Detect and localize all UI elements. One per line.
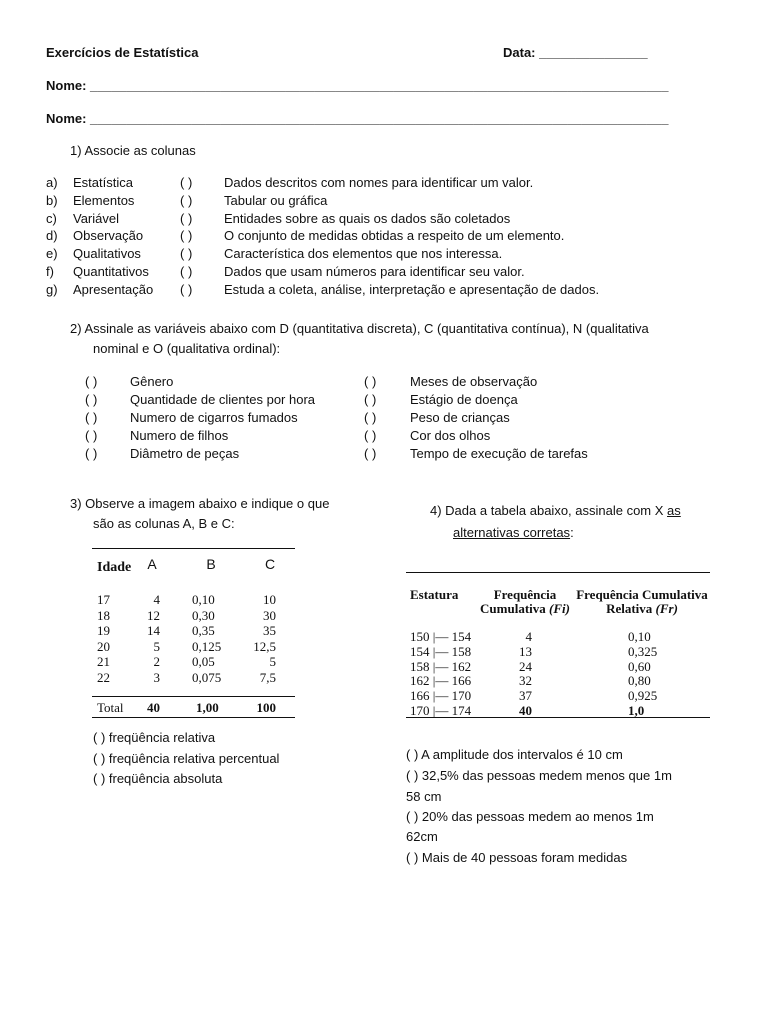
q1-answer-box[interactable]: ( ) (180, 210, 193, 226)
q4-cell-fi: 13 (519, 643, 532, 659)
q2-variable-right: Meses de observação (410, 374, 538, 389)
q3-cell-idade: 19 (97, 623, 110, 639)
q2-answer-box-right[interactable]: ( ) (364, 391, 377, 407)
q4-header-estatura: Estatura (410, 587, 459, 602)
q3-frequency-table (92, 546, 295, 721)
q3-header-c: C (264, 556, 276, 572)
q1-answer-box[interactable]: ( ) (180, 281, 193, 297)
q1-item-term: Variável (73, 210, 120, 226)
q1-item-term: Quantitativos (73, 264, 149, 279)
q3-cell-b: 0,125 (192, 638, 222, 654)
q1-item-term: Elementos (73, 192, 135, 208)
q1-answer-box[interactable]: ( ) (180, 175, 193, 190)
q3-total-a: 40 (147, 700, 160, 715)
q2-answer-box-left[interactable]: ( ) (85, 445, 98, 461)
q2-variable-right: Cor dos olhos (410, 427, 491, 443)
q3-cell-b: 0,05 (192, 654, 215, 670)
q4-option-continuation: 62cm (406, 829, 438, 844)
q3-cell-a: 5 (153, 638, 160, 654)
q3-cell-idade: 22 (97, 670, 110, 685)
q4-cell-fi: 37 (519, 688, 532, 704)
q1-answer-box[interactable]: ( ) (180, 264, 193, 279)
q2-heading-line1: 2) Assinale as variáveis abaixo com D (quantitativa discreta), C (quantitativa contínua), N (qualitativa (70, 321, 649, 336)
q3-total-c: 100 (256, 700, 276, 715)
q3-header-a: A (147, 556, 157, 572)
q4-heading-underlined-2: alternativas corretas (453, 525, 571, 540)
q3-cell-a: 3 (153, 670, 160, 685)
q2-variable-right: Estágio de doença (410, 391, 518, 407)
q4-heading-prefix: 4) Dada a tabela abaixo, assinale com X (430, 503, 668, 518)
q1-item-definition: Tabular ou gráfica (224, 192, 328, 208)
date-field[interactable]: Data: _______________ (503, 45, 648, 60)
q1-answer-box[interactable]: ( ) (180, 246, 193, 262)
q3-cell-b: 0,35 (192, 623, 215, 639)
q4-cell-estatura: 162 |— 166 (410, 673, 472, 689)
q2-heading-line2: nominal e O (qualitativa ordinal): (93, 341, 281, 356)
q1-item-term: Observação (73, 228, 144, 244)
name-field-2[interactable]: Nome: ________________________________________________________________________________ (46, 111, 669, 126)
q2-answer-box-right[interactable]: ( ) (364, 445, 377, 461)
q2-answer-box-left[interactable]: ( ) (85, 391, 98, 407)
q1-item-letter: b) (46, 192, 58, 208)
q1-item-letter: g) (46, 281, 58, 297)
q1-item-term: Apresentação (73, 281, 154, 297)
q3-option[interactable]: ( ) freqüência absoluta (93, 771, 223, 786)
q3-cell-a: 14 (147, 623, 160, 639)
q1-item-definition: Característica dos elementos que nos interessa. (224, 246, 503, 262)
q3-cell-b: 0,075 (192, 670, 222, 685)
q2-variable-right: Tempo de execução de tarefas (410, 445, 588, 461)
q3-heading-line2: são as colunas A, B e C: (93, 516, 235, 531)
q3-header-b: B (206, 556, 216, 572)
q4-cell-estatura: 170 |— 174 (410, 703, 472, 718)
q4-cell-estatura: 158 |— 162 (410, 658, 472, 674)
q3-cell-c: 7,5 (259, 670, 276, 685)
q2-variable-left: Quantidade de clientes por hora (130, 391, 316, 407)
q1-item-definition: Dados descritos com nomes para identificar um valor. (224, 175, 534, 190)
q3-cell-c: 5 (269, 654, 276, 670)
q4-cell-fi: 40 (519, 703, 532, 718)
q4-cell-estatura: 166 |— 170 (410, 688, 472, 704)
q2-variable-left: Numero de filhos (130, 427, 229, 443)
q4-cell-fr: 0,60 (628, 658, 651, 674)
q4-cell-fr: 0,80 (628, 673, 651, 689)
q4-header-fi-2: Cumulativa (Fi) (480, 601, 570, 616)
worksheet-title: Exercícios de Estatística (46, 45, 199, 60)
q4-cell-estatura: 150 |— 154 (410, 629, 472, 644)
q4-option[interactable]: ( ) A amplitude dos intervalos é 10 cm (406, 747, 623, 762)
q1-item-definition: O conjunto de medidas obtidas a respeito de um elemento. (224, 228, 565, 244)
q4-heading-line1 (430, 503, 681, 518)
q1-item-definition: Estuda a coleta, análise, interpretação e apresentação de dados. (224, 281, 600, 297)
q4-heading-line2 (453, 525, 574, 540)
q3-option[interactable]: ( ) freqüência relativa percentual (93, 750, 280, 766)
q2-variable-left: Diâmetro de peças (130, 445, 240, 461)
q3-header-idade: Idade (97, 560, 132, 575)
q4-heading-suffix: : (570, 525, 574, 540)
q2-answer-box-right[interactable]: ( ) (364, 409, 377, 425)
q4-cell-fi: 24 (519, 658, 532, 674)
q3-cell-b: 0,30 (192, 607, 215, 623)
q4-cumulative-table (406, 566, 710, 721)
q4-cell-estatura: 154 |— 158 (410, 643, 472, 659)
q3-cell-c: 30 (263, 607, 276, 623)
q1-item-letter: f) (46, 264, 54, 279)
q3-cell-idade: 21 (97, 654, 110, 670)
q2-answer-box-left[interactable]: ( ) (85, 374, 98, 389)
q3-cell-idade: 20 (97, 638, 110, 654)
q2-answer-box-right[interactable]: ( ) (364, 427, 377, 443)
q1-answer-box[interactable]: ( ) (180, 228, 193, 244)
q3-cell-idade: 18 (97, 607, 110, 623)
q1-item-term: Estatística (73, 175, 133, 190)
q3-cell-idade: 17 (97, 592, 110, 607)
q4-cell-fr: 0,925 (628, 688, 658, 704)
q1-heading: 1) Associe as colunas (70, 143, 196, 158)
q1-answer-box[interactable]: ( ) (180, 192, 193, 208)
q2-variable-right: Peso de crianças (410, 409, 510, 425)
q3-total-b: 1,00 (196, 700, 219, 715)
name-field-1[interactable]: Nome: ________________________________________________________________________________ (46, 78, 669, 93)
q4-header-fr-1: Frequência Cumulativa (576, 587, 708, 602)
q4-heading-underlined-1: as (667, 503, 681, 518)
q4-cell-fr: 1,0 (628, 703, 645, 718)
q3-total-label: Total (97, 700, 124, 715)
q2-variable-left: Gênero (130, 374, 174, 389)
q4-option-continuation: 58 cm (406, 789, 442, 804)
q4-header-fr-2: Relativa (Fr) (606, 601, 678, 616)
q1-item-letter: e) (46, 246, 58, 262)
q4-cell-fi: 4 (525, 629, 532, 644)
q2-variable-left: Numero de cigarros fumados (130, 409, 298, 425)
q3-cell-c: 35 (263, 623, 276, 639)
q3-cell-a: 12 (147, 607, 160, 623)
q1-item-letter: d) (46, 228, 58, 244)
q4-header-fi-1: Frequência (493, 587, 557, 602)
q1-item-term: Qualitativos (73, 246, 141, 262)
q3-cell-a: 4 (153, 592, 160, 607)
q3-cell-b: 0,10 (192, 592, 215, 607)
q3-heading-line1: 3) Observe a imagem abaixo e indique o que (70, 496, 330, 511)
q2-answer-box-left[interactable]: ( ) (85, 409, 98, 425)
q1-item-letter: c) (46, 210, 57, 226)
q2-answer-box-left[interactable]: ( ) (85, 427, 98, 443)
q3-cell-a: 2 (153, 654, 160, 670)
q2-answer-box-right[interactable]: ( ) (364, 374, 377, 389)
q3-cell-c: 12,5 (253, 638, 276, 654)
q4-cell-fr: 0,10 (628, 629, 651, 644)
q3-option[interactable]: ( ) freqüência relativa (93, 730, 216, 745)
q1-item-letter: a) (46, 175, 58, 190)
q4-cell-fr: 0,325 (628, 643, 658, 659)
q4-cell-fi: 32 (519, 673, 532, 689)
q4-option[interactable]: ( ) 32,5% das pessoas medem menos que 1m (406, 768, 672, 783)
q1-item-definition: Dados que usam números para identificar seu valor. (224, 264, 525, 279)
q4-option[interactable]: ( ) Mais de 40 pessoas foram medidas (406, 850, 628, 865)
q4-option[interactable]: ( ) 20% das pessoas medem ao menos 1m (406, 809, 654, 824)
q3-cell-c: 10 (263, 592, 276, 607)
q1-item-definition: Entidades sobre as quais os dados são coletados (224, 210, 511, 226)
